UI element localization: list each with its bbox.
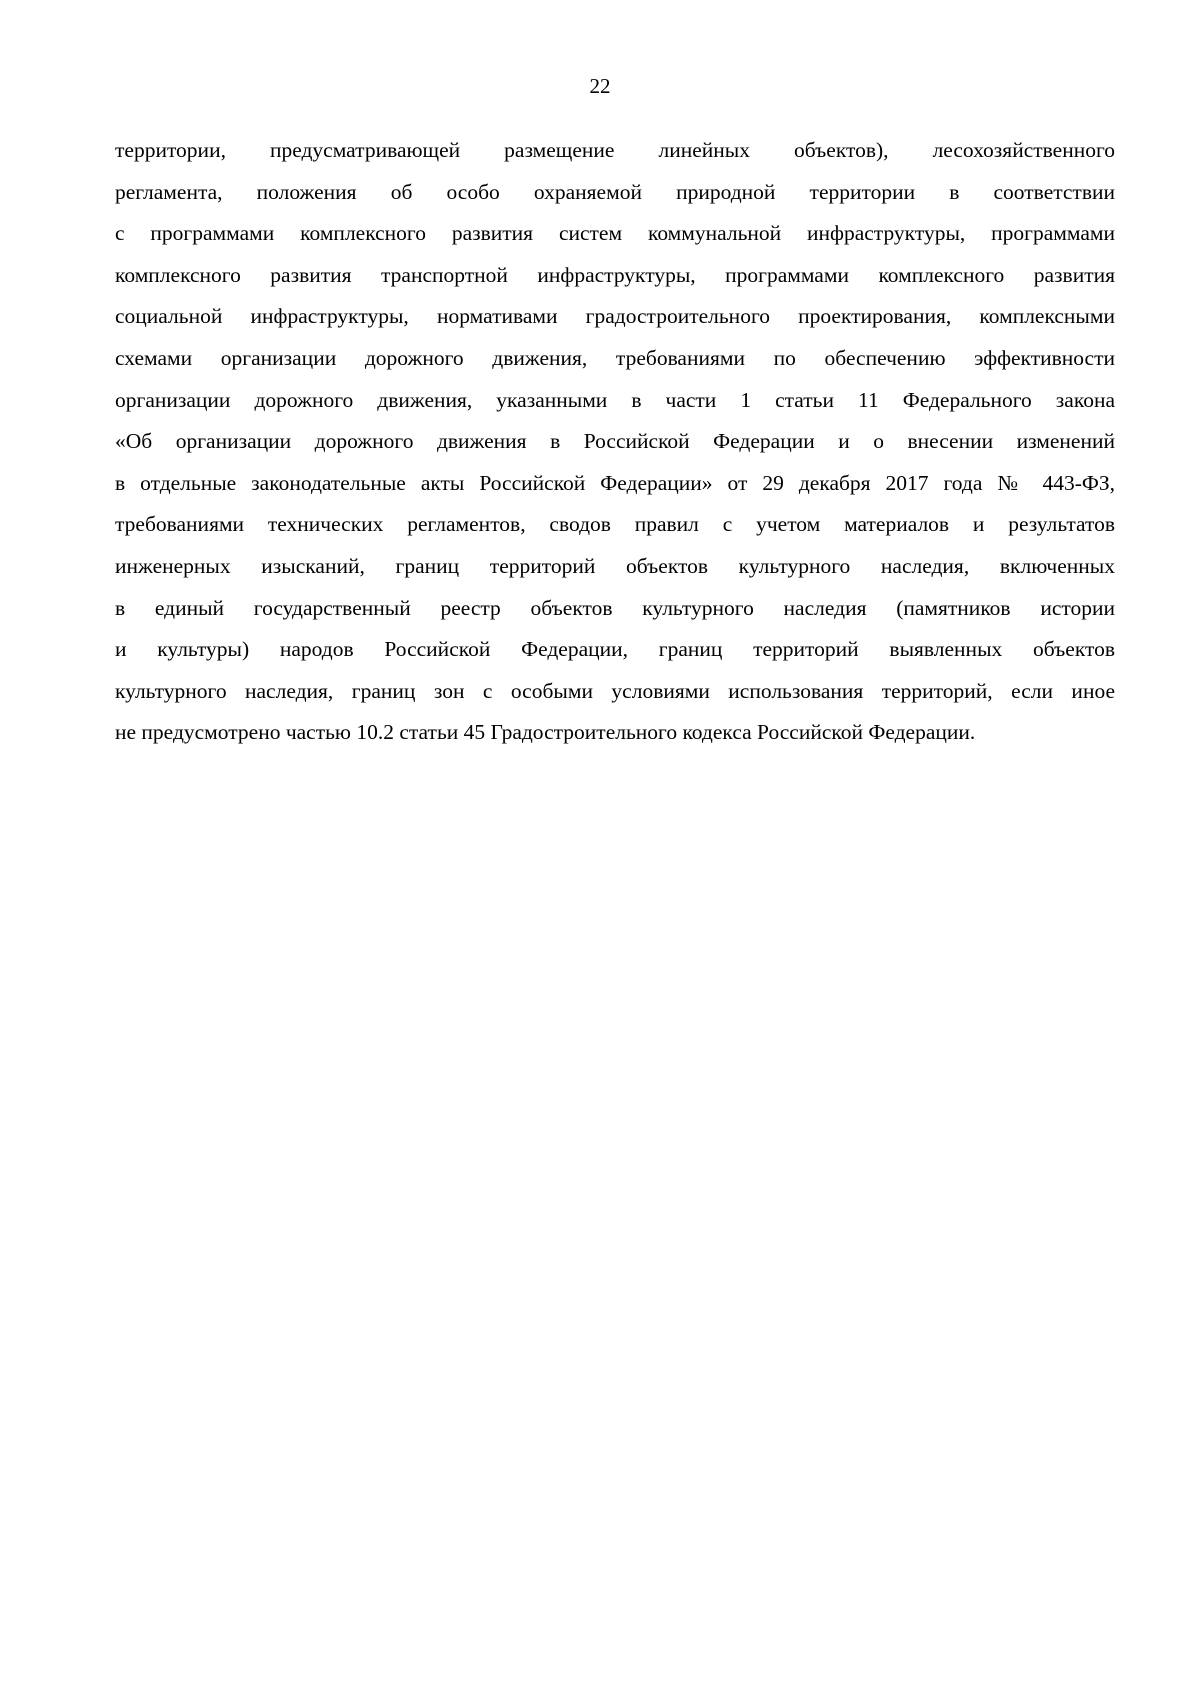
text-line: культурного наследия, границ зон с особыми условиями использования территорий, если иное: [115, 678, 1115, 703]
text-line: «Об организации дорожного движения в Российской Федерации и о внесении изменений: [115, 429, 1115, 454]
text-line: социальной инфраструктуры, нормативами градостроительного проектирования, комплексными: [115, 304, 1115, 329]
text-line: требованиями технических регламентов, сводов правил с учетом материалов и результатов: [115, 512, 1115, 537]
text-line-last: не предусмотрено частью 10.2 статьи 45 Градостроительного кодекса Российской Федерации.: [115, 720, 976, 745]
text-line: регламента, положения об особо охраняемой природной территории в соответствии: [115, 179, 1115, 204]
page-number: 22: [589, 74, 611, 98]
text-line: схемами организации дорожного движения, требованиями по обеспечению эффективности: [115, 345, 1115, 370]
text-line: и культуры) народов Российской Федерации, границ территорий выявленных объектов: [115, 637, 1115, 662]
text-line: организации дорожного движения, указанными в части 1 статьи 11 Федерального закона: [115, 387, 1115, 412]
body-paragraph: [115, 130, 1115, 754]
text-line: территории, предусматривающей размещение линейных объектов), лесохозяйственного: [115, 138, 1115, 162]
text-line: комплексного развития транспортной инфраструктуры, программами комплексного развития: [115, 262, 1115, 287]
text-line: в единый государственный реестр объектов культурного наследия (памятников истории: [115, 595, 1115, 620]
text-line: в отдельные законодательные акты Российской Федерации» от 29 декабря 2017 года № 443-ФЗ,: [115, 470, 1115, 495]
text-line: инженерных изысканий, границ территорий объектов культурного наследия, включенных: [115, 553, 1115, 578]
text-line: с программами комплексного развития систем коммунальной инфраструктуры, программами: [115, 221, 1115, 246]
